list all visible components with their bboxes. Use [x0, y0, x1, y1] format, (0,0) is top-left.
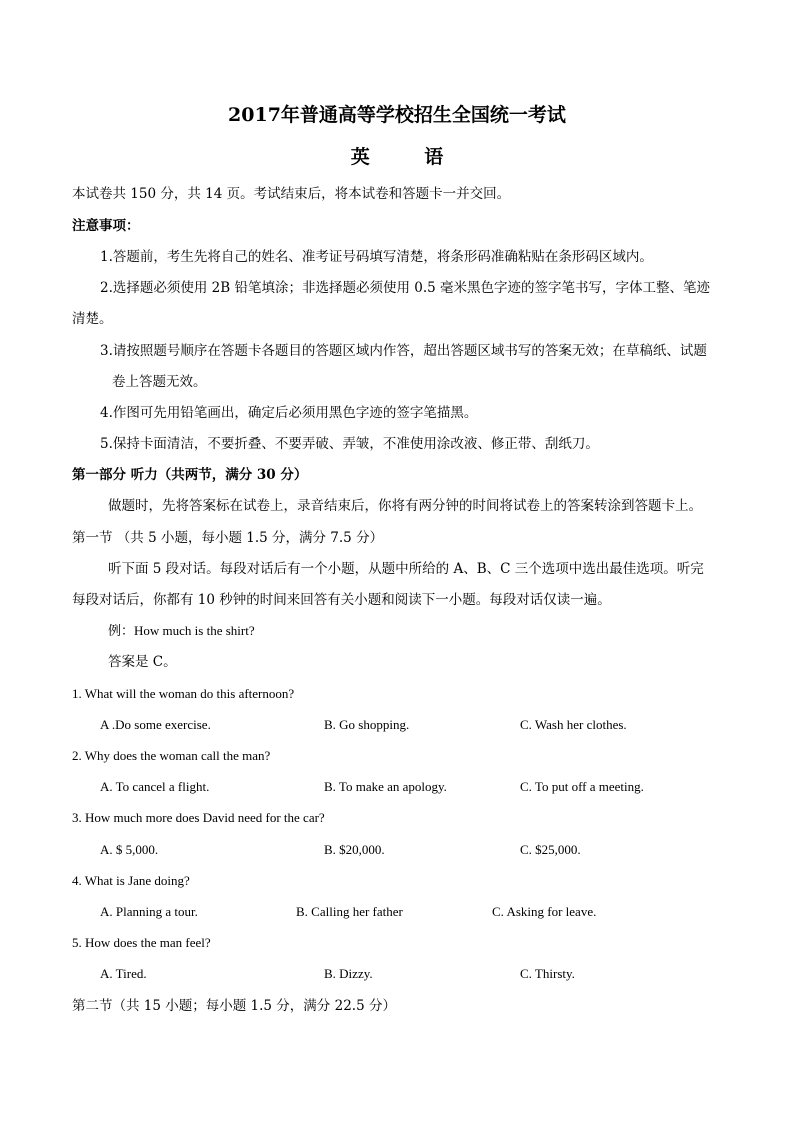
option-a: A. To cancel a flight. — [100, 779, 210, 794]
section1-heading: 第一节 （共 5 小题，每小题 1.5 分，满分 7.5 分） — [72, 530, 384, 546]
question-text: 1. What will the woman do this afternoon? — [72, 686, 295, 701]
section2-heading: 第二节（共 15 小题；每小题 1.5 分，满分 22.5 分） — [72, 998, 396, 1014]
option-c: C. Thirsty. — [520, 966, 575, 981]
note-item: 3.请按照题号顺序在答题卡各题目的答题区域内作答，超出答题区域书写的答案无效；在草稿纸、试题 — [100, 343, 707, 359]
option-c: C. To put off a meeting. — [520, 779, 644, 794]
exam-title: 2017年普通高等学校招生全国统一考试 — [228, 104, 566, 126]
option-c: C. Asking for leave. — [492, 904, 597, 919]
note-item: 2.选择题必须使用 2B 铅笔填涂；非选择题必须使用 0.5 毫米黑色字迹的签字笔书写，字体工整、笔迹 — [100, 280, 711, 296]
note-item: 1.答题前，考生先将自己的姓名、准考证号码填写清楚，将条形码准确粘贴在条形码区域内。 — [100, 249, 653, 265]
note-item: 5.保持卡面清洁，不要折叠、不要弄破、弄皱，不准使用涂改液、修正带、刮纸刀。 — [100, 436, 599, 452]
section1-instruction: 每段对话后，你都有 10 秒钟的时间来回答有关小题和阅读下一小题。每段对话仅读一遍。 — [72, 592, 611, 608]
part1-heading: 第一部分 听力（共两节，满分 30 分） — [72, 467, 308, 483]
option-a: A .Do some exercise. — [100, 717, 211, 732]
option-b: B. Go shopping. — [324, 717, 410, 732]
note-item: 清楚。 — [72, 311, 113, 327]
option-a: A. Planning a tour. — [100, 904, 198, 919]
option-c: C. Wash her clothes. — [520, 717, 627, 732]
part1-instruction: 做题时，先将答案标在试卷上，录音结束后，你将有两分钟的时间将试卷上的答案转涂到答题卡上。 — [108, 498, 702, 514]
option-b: B. To make an apology. — [324, 779, 447, 794]
option-b: B. Dizzy. — [324, 966, 373, 981]
question-text: 5. How does the man feel? — [72, 935, 211, 950]
question-text: 4. What is Jane doing? — [72, 873, 190, 888]
option-c: C. $25,000. — [520, 842, 581, 857]
section1-instruction: 听下面 5 段对话。每段对话后有一个小题，从题中所给的 A、B、C 三个选项中选出最佳选项。听完 — [108, 561, 704, 577]
question-text: 3. How much more does David need for the car? — [72, 810, 325, 825]
exam-subject: 英 语 — [350, 146, 468, 168]
option-a: A. Tired. — [100, 966, 147, 981]
option-b: B. Calling her father — [296, 904, 403, 919]
example-question: 例：How much is the shirt? — [108, 623, 255, 638]
question-text: 2. Why does the woman call the man? — [72, 748, 271, 763]
example-answer: 答案是 C。 — [108, 654, 177, 670]
note-item: 4.作图可先用铅笔画出，确定后必须用黑色字迹的签字笔描黑。 — [100, 405, 478, 421]
option-b: B. $20,000. — [324, 842, 385, 857]
notes-heading: 注意事项： — [72, 218, 140, 234]
option-a: A. $ 5,000. — [100, 842, 159, 857]
note-item: 卷上答题无效。 — [112, 374, 207, 390]
exam-intro: 本试卷共 150 分，共 14 页。考试结束后，将本试卷和答题卡一并交回。 — [72, 186, 511, 202]
